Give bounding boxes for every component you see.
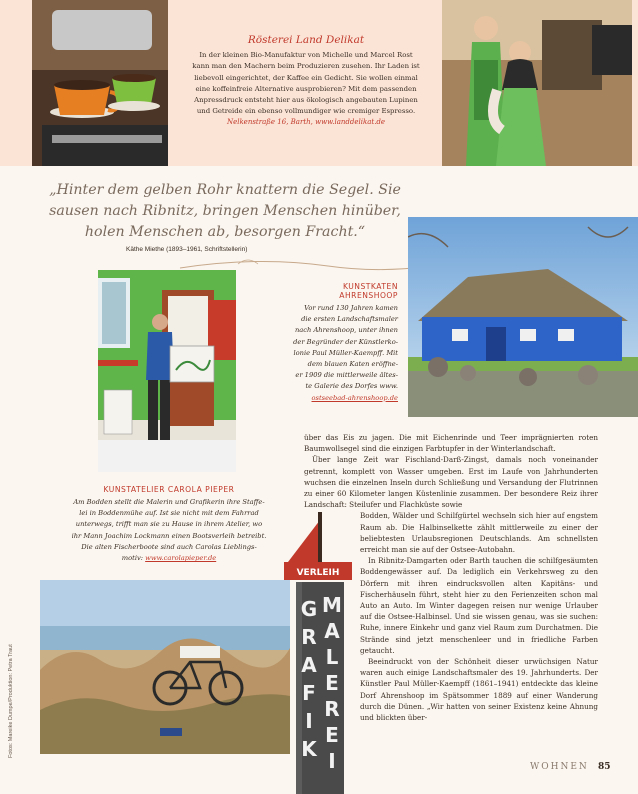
kunstatelier-line-5: Die alten Fischerboote sind auch Carolas Lieblings- (81, 542, 257, 551)
body-paragraph-2b: Bodden, Wälder und Schilfgürtel wechseln sich hier auf engstem Raum ab. Die Halbinselkette zählt mittlerweile zu einer der beliebtesten Urlaubsregionen Deutschlands. Am schnellsten erreicht man sie auf der Ostsee-Autobahn. (360, 511, 598, 555)
kunstkaten-photo (408, 217, 638, 417)
sign-left-letter: F (302, 681, 316, 705)
bike-landscape-photo (40, 580, 290, 754)
kunstatelier-box (44, 485, 294, 564)
coffee-photo (32, 0, 168, 166)
body-paragraph-1: über das Eis zu jagen. Die mit Eichenrinde und Teer imprägnierten roten Baumwollsegel sind die einzigen Farbtupfer in der Winterlandschaft. (304, 433, 598, 454)
roesterei-owners-photo (442, 0, 632, 166)
sign-left-letter: K (301, 737, 317, 761)
kunstatelier-line-3: unterwegs, trifft man sie zu Hause in ihrem Atelier, wo (75, 520, 263, 529)
kunstkaten-box (270, 282, 398, 404)
roesterei-line-5: Anpressdruck entsteht hier aus ökologisch angebauten Lupinen (194, 96, 418, 105)
roesterei-address[interactable]: Nelkenstraße 16, Barth, www.landdelikat.de (226, 117, 386, 126)
kunstatelier-line-6 (44, 553, 294, 564)
kunstkaten-line-1: Vor rund 130 Jahren kamen (304, 304, 398, 312)
sign-right-letter: I (328, 749, 336, 773)
kunstatelier-line-2: lei in Boddenmühe auf. Ist sie nicht mit dem Fahrrad (79, 509, 259, 518)
roesterei-line-6: und Getreide ein ebenso vollmundiger wie cremiger Espresso. (196, 107, 416, 116)
kunstkaten-link[interactable]: ostseebad-ahrenshoop.de (311, 393, 398, 402)
pull-quote: „Hinter dem gelben Rohr knattern die Segel. Sie sausen nach Ribnitz, bringen Menschen hinüber, holen Menschen ab, besorgen Fracht.“ (49, 182, 401, 240)
roesterei-line-1: In der kleinen Bio-Manufaktur von Michelle und Marcel Rost (199, 51, 413, 59)
roesterei-line-4: eine koffeinfreie Alternative ausprobieren? Mit dem passenden (195, 84, 417, 93)
sign-left-letter: R (301, 625, 317, 649)
sign-right-letter: M (322, 593, 342, 617)
photo-credit (8, 608, 18, 758)
body-paragraph-4: Beeindruckt von der Schönheit dieser urwüchsigen Natur waren auch einige Landschaftsmaler des 19. Jahrhunderts. Der Künstler Paul Müller-Kaempff (1861–1941) entdeckte das kleine Dorf Ahrenshoop im Spätsommer 1889 auf einer Wanderung durch die Dünen. „Wir hatten von seiner Existenz keine Ahnung und blickten über- (360, 657, 598, 723)
quote-source: Käthe Miethe (1893–1961, Schriftstellerin) (126, 246, 248, 253)
sign-left-letter: A (301, 653, 317, 677)
body-paragraph-3: In Ribnitz-Damgarten oder Barth tauchen die schilfgesäumten Boddengewässer auf. Da lediglich ein Verkehrsweg zu den Dörfern mit ihren eindrucksvollen alten Kapitäns- und Fischerhäuseln führt, steht hier zu den Ferienzeiten schon mal Auto an Auto. Im Winter dagegen reisen nur wenige Urlauber auf die Ostsee-Halbinsel. Und sie wissen genau, was sie suchen: Ruhe, innere Einkehr und ganz viel Raum zum Durchatmen. Die Strände sind jetzt menschenleer und in friedliche Farben getaucht. (360, 556, 598, 655)
kunstatelier-line-1: Am Bodden stellt die Malerin und Grafikerin ihre Staffe- (73, 498, 265, 506)
roesterei-title: Rösterei Land Delikat (247, 34, 365, 46)
photo-credit-text: Fotos: Mareike Dumpe/Produktion: Petra Traut (8, 644, 14, 758)
kunstkaten-line-2: die ersten Landschaftsmaler (301, 315, 398, 324)
roesterei-line-3: liebevoll eingerichtet, der Kaffee ein Gedicht. Sie wollen einmal (194, 73, 418, 82)
kunstkaten-line-8: te Galerie des Dorfes www. (305, 382, 398, 391)
footer-section-label: WOHNEN (530, 762, 589, 772)
kunstkaten-title-2: AHRENSHOOP (339, 291, 398, 300)
sign-right-letter: E (325, 671, 339, 695)
kunstatelier-link[interactable]: www.carolapieper.de (145, 554, 217, 563)
sign-left-letter: I (305, 709, 313, 733)
kunstkaten-title-1: KUNSTKATEN (342, 282, 398, 291)
kunstatelier-last-prefix: motiv: (121, 554, 146, 563)
kunstkaten-line-3: nach Ahrenshoop, unter ihnen (295, 326, 398, 335)
sign-right-letter: R (324, 697, 340, 721)
kunstkaten-line-5: lonie Paul Müller-Kaempff. Mit (293, 348, 398, 357)
kunstkaten-line-4: der Begründer der Künstlerko- (293, 337, 398, 346)
article-body (304, 432, 598, 723)
page-number: 85 (598, 762, 611, 772)
kunstkaten-line-7: er 1909 die mittlerweile ältes- (295, 371, 398, 380)
kunstkaten-line-6: dem blauen Katen eröffne- (307, 360, 398, 369)
roesterei-box (178, 34, 434, 126)
artist-photo (98, 270, 236, 472)
sign-right-letter: L (325, 645, 339, 669)
kunstatelier-title: KUNSTATELIER CAROLA PIEPER (103, 485, 235, 494)
sign-right-letter: E (325, 723, 339, 747)
roesterei-line-2: kann man den Machern beim Produzieren zusehen. Ihr Laden ist (192, 62, 420, 71)
sign-top-text: VERLEIH (296, 568, 340, 578)
kunstatelier-line-4: ihr Mann Joachim Lockmann einen Bootsverleih betreibt. (71, 531, 267, 540)
sign-right-letter: A (324, 619, 340, 643)
body-paragraph-2: Über lange Zeit war Fischland-Darß-Zingst, damals noch voneinander getrennt, komplett von Wasser umgeben. Erst im Laufe von Jahrhunderten wuchsen die einzelnen Inseln durch Schließung und Versandung der Flutrinnen zu einer 60 Kilometer langen Küstenlinie zusammen. Der besondere Reiz ihrer Landschaft: Steilufer und Flachküste sowie (304, 455, 598, 510)
sign-left-letter: G (300, 597, 318, 621)
